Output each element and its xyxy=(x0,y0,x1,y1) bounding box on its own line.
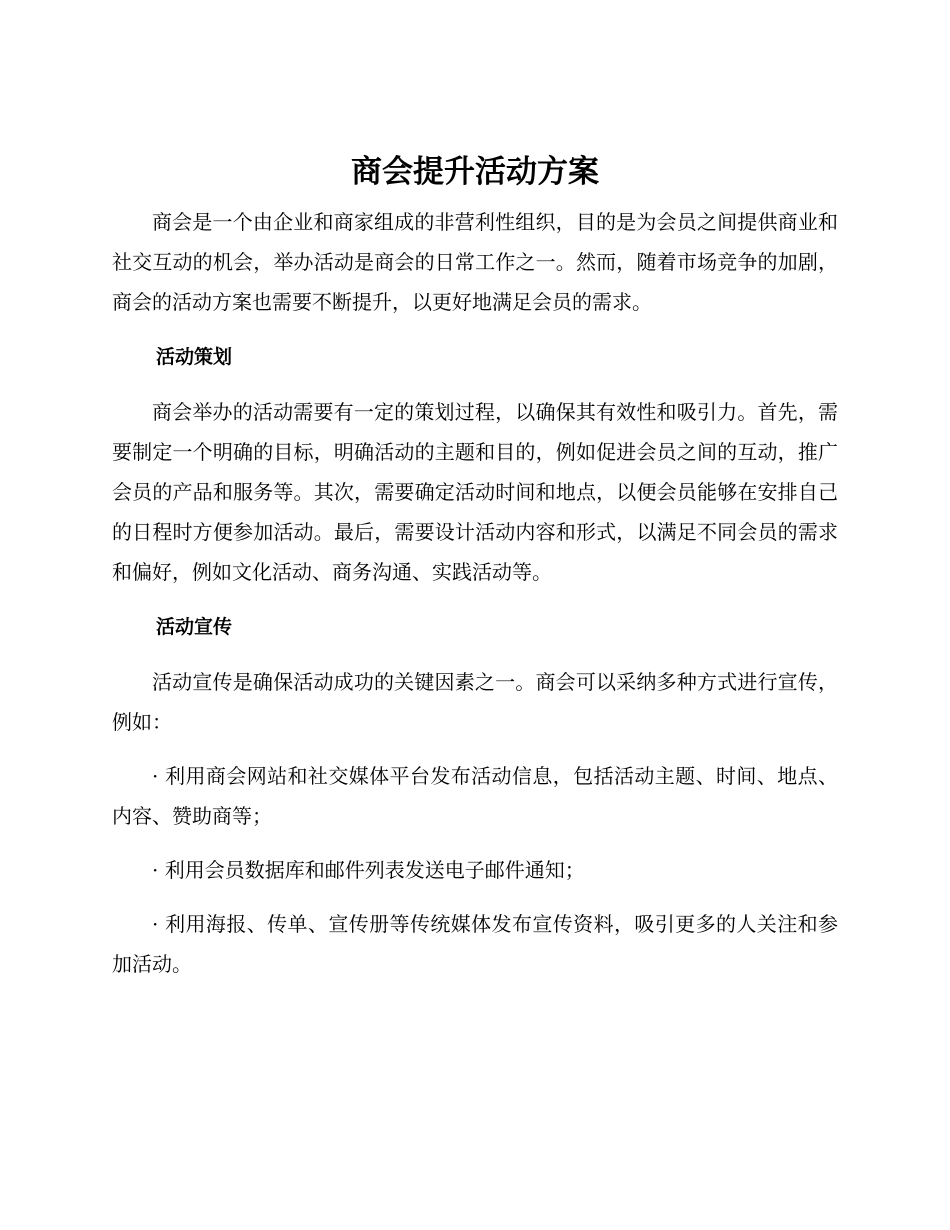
section-planning xyxy=(112,340,838,592)
intro-paragraph: 商会是一个由企业和商家组成的非营利性组织，目的是为会员之间提供商业和社交互动的机会，举办活动是商会的日常工作之一。然而，随着市场竞争的加剧，商会的活动方案也需要不断提升，以更好地满足会员的需求。 xyxy=(112,210,838,314)
document-title: 商会提升活动方案 xyxy=(351,154,599,190)
promotion-bullet-list xyxy=(112,756,838,984)
section-heading-promotion: 活动宣传 xyxy=(156,616,233,638)
section-paragraph-promotion: 活动宣传是确保活动成功的关键因素之一。商会可以采纳多种方式进行宣传，例如： xyxy=(112,670,838,734)
list-item: · 利用会员数据库和邮件列表发送电子邮件通知； xyxy=(152,858,585,882)
section-paragraph-planning: 商会举办的活动需要有一定的策划过程，以确保其有效性和吸引力。首先，需要制定一个明确的目标，明确活动的主题和目的，例如促进会员之间的互动，推广会员的产品和服务等。其次，需要确定活动时间和地点，以便会员能够在安排自己的日程时方便参加活动。最后，需要设计活动内容和形式，以满足不同会员的需求和偏好，例如文化活动、商务沟通、实践活动等。 xyxy=(112,400,838,584)
list-item: · 利用商会网站和社交媒体平台发布活动信息，包括活动主题、时间、地点、内容、赞助商等； xyxy=(112,764,838,828)
section-heading-planning: 活动策划 xyxy=(156,346,233,368)
section-promotion xyxy=(112,610,838,984)
list-item: · 利用海报、传单、宣传册等传统媒体发布宣传资料，吸引更多的人关注和参加活动。 xyxy=(112,912,838,976)
